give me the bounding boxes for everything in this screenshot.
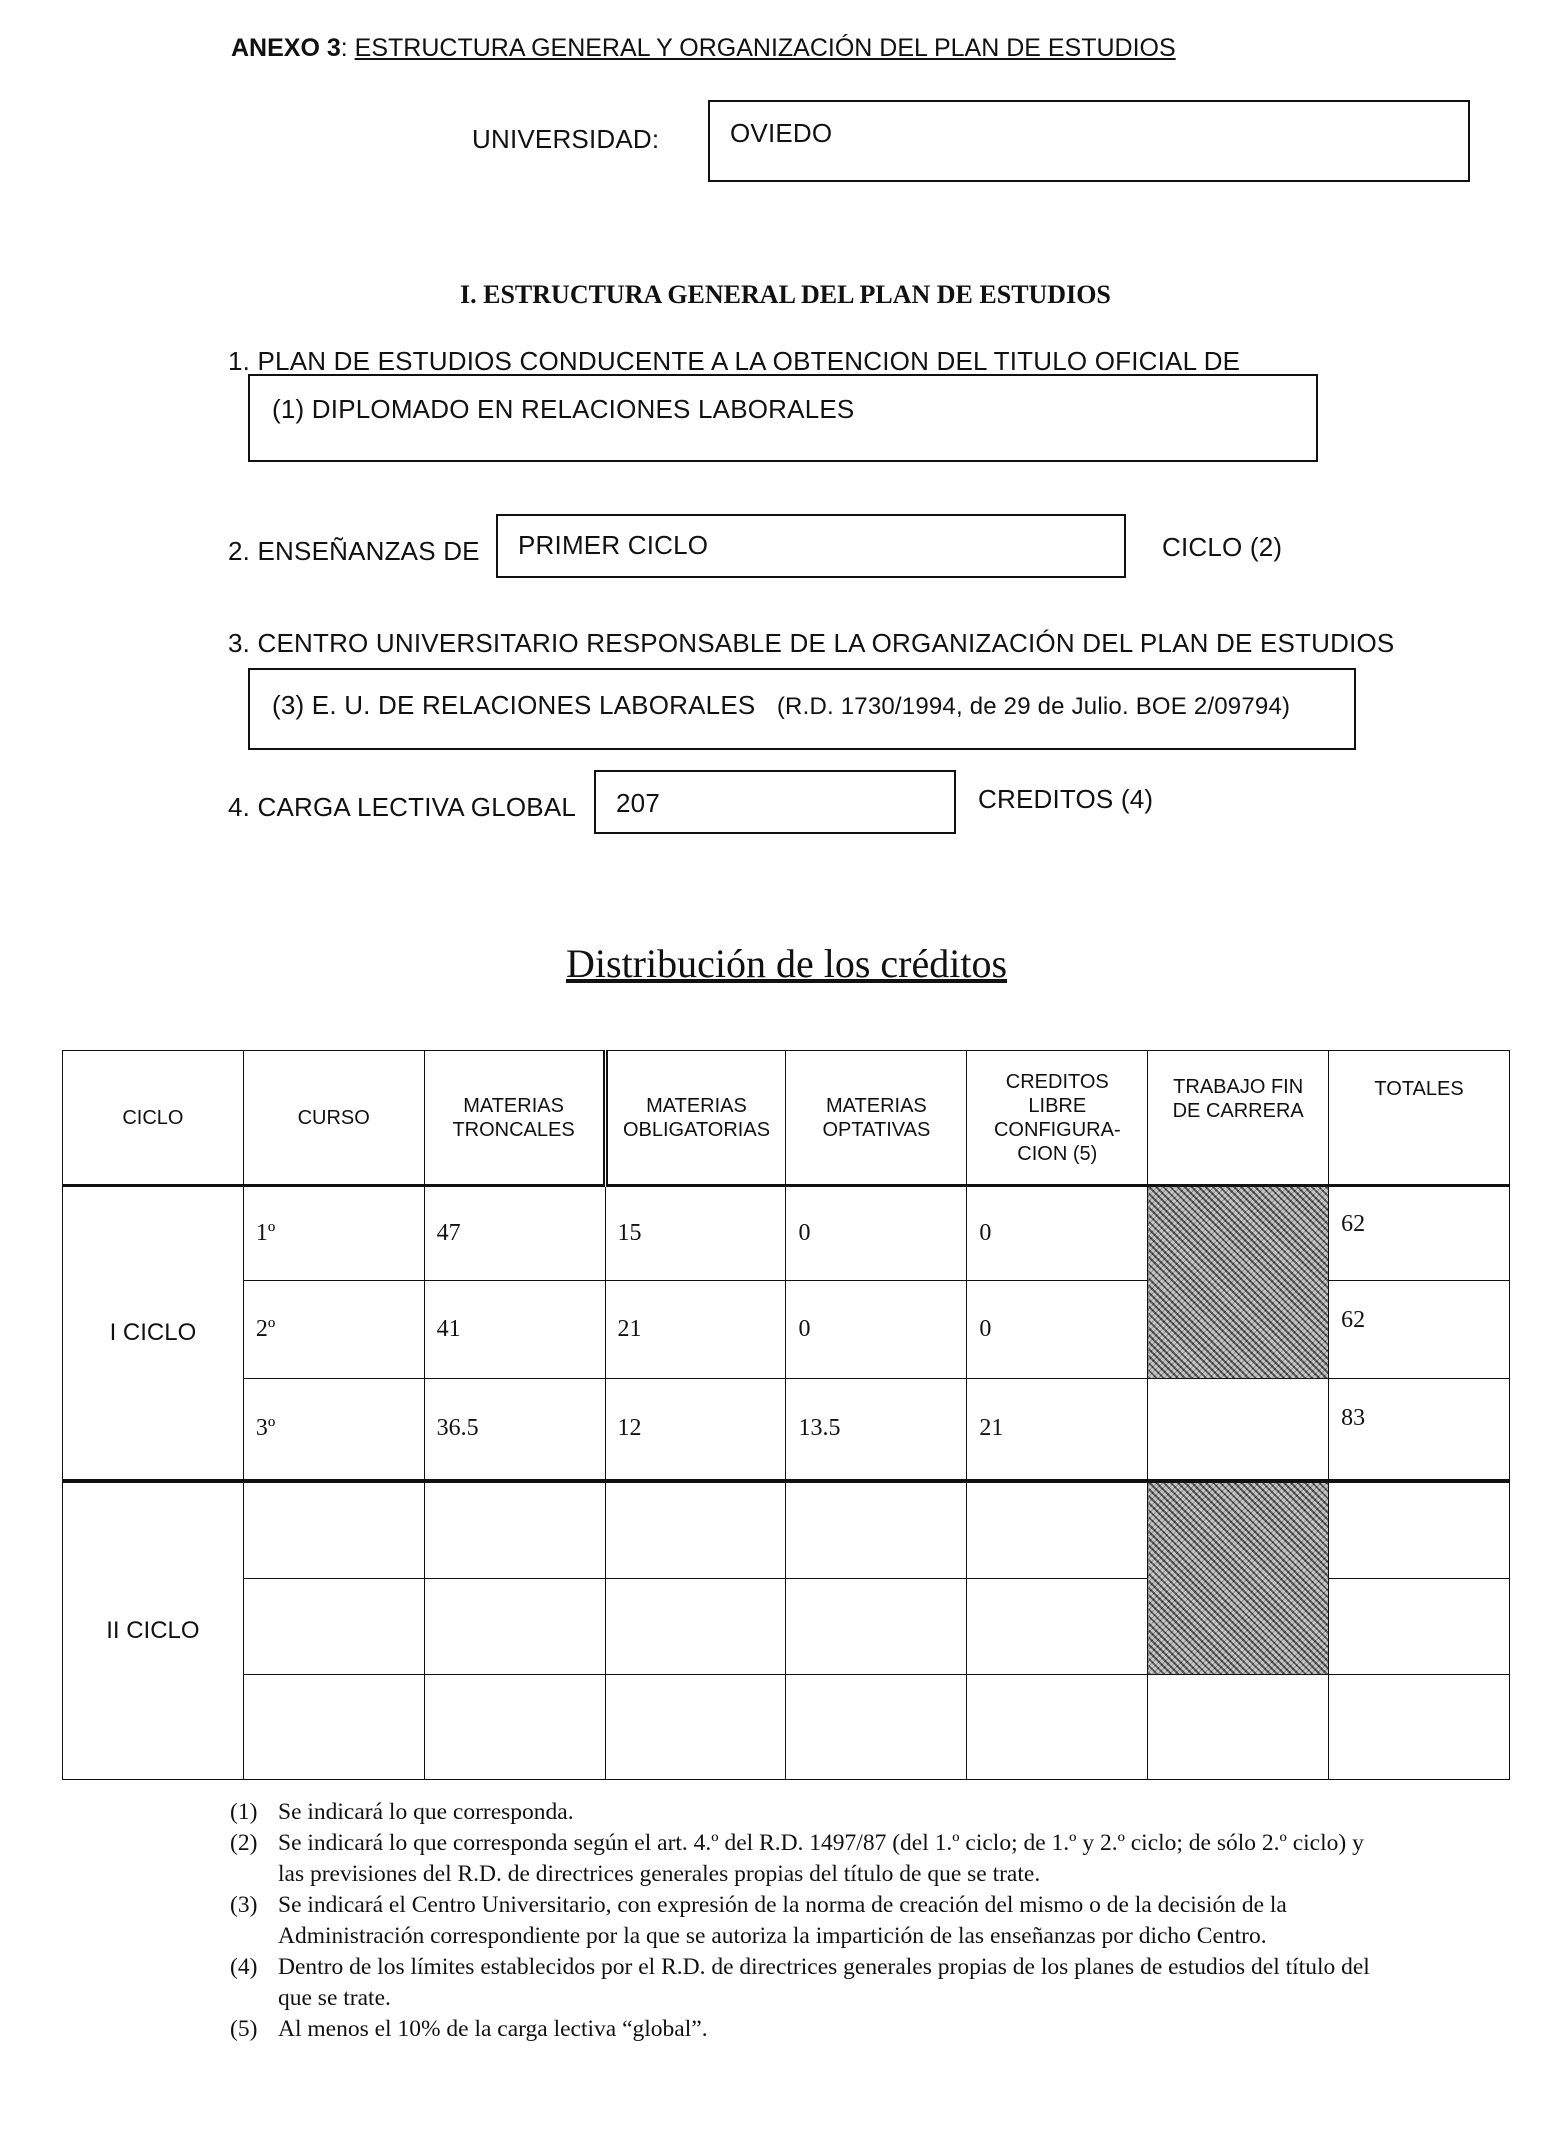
header-curso: CURSO	[243, 1051, 424, 1186]
obligatorias-cell	[605, 1675, 786, 1780]
totales-cell: 62	[1329, 1281, 1510, 1379]
header-optativas-line1: MATERIAS	[826, 1094, 927, 1117]
troncales-cell	[424, 1675, 605, 1780]
obligatorias-cell: 12	[605, 1379, 786, 1481]
carga-label: 4. CARGA LECTIVA GLOBAL	[228, 792, 577, 822]
section-title: I. ESTRUCTURA GENERAL DEL PLAN DE ESTUDIOS	[460, 280, 1111, 309]
trabajo-fin-shaded-cell	[1148, 1186, 1329, 1379]
curso-cell	[243, 1579, 424, 1675]
annex-title: ESTRUCTURA GENERAL Y ORGANIZACIÓN DEL PLAN DE ESTUDIOS	[354, 34, 1176, 62]
trabajo-fin-shaded-cell	[1148, 1481, 1329, 1675]
header-libre-configuracion	[967, 1051, 1148, 1186]
distribution-title: Distribución de los créditos	[566, 941, 1008, 986]
totales-cell	[1329, 1579, 1510, 1675]
footnote-number: (3)	[230, 1892, 258, 1918]
troncales-cell: 41	[424, 1281, 605, 1379]
ciclo-2-label: II CICLO	[63, 1481, 244, 1780]
header-troncales	[424, 1051, 605, 1186]
annex-label: ANEXO 3	[231, 34, 341, 62]
annex-header: ANEXO 3: ESTRUCTURA GENERAL Y ORGANIZACIÓN DEL PLAN DE ESTUDIOS	[231, 34, 1176, 62]
footnote-number: (4)	[230, 1954, 258, 1980]
carga-suffix: CREDITOS (4)	[978, 784, 1154, 814]
header-obligatorias	[605, 1051, 786, 1186]
troncales-cell	[424, 1579, 605, 1675]
obligatorias-cell: 21	[605, 1281, 786, 1379]
obligatorias-cell	[605, 1481, 786, 1579]
carga-field	[594, 770, 956, 834]
trabajo-fin-cell	[1148, 1379, 1329, 1481]
header-obligatorias-line2: OBLIGATORIAS	[622, 1118, 771, 1141]
optativas-cell: 0	[786, 1281, 967, 1379]
curso-cell	[243, 1675, 424, 1780]
plan-value: (1) DIPLOMADO EN RELACIONES LABORALES	[272, 394, 855, 424]
footnote-number: (5)	[230, 2016, 258, 2042]
ensenanzas-field	[496, 514, 1126, 578]
header-libre-line2: LIBRE	[1028, 1094, 1087, 1117]
header-trabajo-line1: TRABAJO FIN	[1173, 1076, 1304, 1098]
obligatorias-cell: 15	[605, 1186, 786, 1281]
footnote-text: Dentro de los límites establecidos por el R.D. de directrices generales propias de los planes de estudios del título del que se trate.	[278, 1954, 1370, 2011]
footnote-3	[230, 1890, 1370, 1952]
footnote-4	[230, 1952, 1370, 2014]
troncales-cell: 47	[424, 1186, 605, 1281]
carga-value: 207	[616, 788, 660, 818]
header-ciclo: CICLO	[63, 1051, 244, 1186]
optativas-cell: 13.5	[786, 1379, 967, 1481]
optativas-cell: 0	[786, 1186, 967, 1281]
centro-norm: (R.D. 1730/1994, de 29 de Julio. BOE 2/09794)	[776, 693, 1291, 720]
curso-cell: 3º	[243, 1379, 424, 1481]
footnote-text: Al menos el 10% de la carga lectiva “global”.	[278, 2016, 708, 2042]
table-header-row	[63, 1051, 1510, 1186]
header-optativas	[786, 1051, 967, 1186]
optativas-cell	[786, 1481, 967, 1579]
troncales-cell	[424, 1481, 605, 1579]
libre-cell: 0	[967, 1186, 1148, 1281]
footnote-2	[230, 1828, 1370, 1890]
centro-value: (3) E. U. DE RELACIONES LABORALES	[272, 690, 756, 720]
header-trabajo-fin-carrera	[1148, 1051, 1329, 1186]
trabajo-fin-cell	[1148, 1675, 1329, 1780]
header-libre-line4: CION (5)	[1017, 1142, 1098, 1165]
header-obligatorias-line1: MATERIAS	[646, 1094, 747, 1117]
plan-field	[248, 374, 1318, 462]
curso-cell	[243, 1481, 424, 1579]
libre-cell	[967, 1675, 1148, 1780]
obligatorias-cell	[605, 1579, 786, 1675]
optativas-cell	[786, 1675, 967, 1780]
table-row	[63, 1379, 1510, 1481]
credits-table	[62, 1050, 1510, 1780]
university-field	[708, 100, 1470, 182]
footnote-number: (2)	[230, 1830, 258, 1856]
ensenanzas-label: 2. ENSEÑANZAS DE	[228, 536, 480, 566]
table-row	[63, 1675, 1510, 1780]
header-optativas-line2: OPTATIVAS	[822, 1118, 931, 1141]
footnote-5	[230, 2014, 1370, 2045]
libre-cell: 0	[967, 1281, 1148, 1379]
table-row	[63, 1186, 1510, 1281]
table-row	[63, 1481, 1510, 1579]
totales-cell	[1329, 1675, 1510, 1780]
libre-cell: 21	[967, 1379, 1148, 1481]
footnotes	[230, 1797, 1370, 2045]
libre-cell	[967, 1579, 1148, 1675]
header-libre-line3: CONFIGURA-	[993, 1118, 1121, 1141]
header-libre-line1: CREDITOS	[1005, 1070, 1109, 1093]
curso-cell: 1º	[243, 1186, 424, 1281]
header-troncales-line1: MATERIAS	[463, 1094, 564, 1117]
footnote-text: Se indicará el Centro Universitario, con expresión de la norma de creación del mismo o de la decisión de la Administración correspondiente por la que se autoriza la impartición de las enseñanzas por dicho Centro.	[278, 1892, 1287, 1949]
centro-value-line	[272, 690, 1290, 721]
ensenanzas-suffix: CICLO (2)	[1162, 532, 1283, 562]
totales-cell	[1329, 1481, 1510, 1579]
totales-cell: 62	[1329, 1186, 1510, 1281]
university-label: UNIVERSIDAD:	[472, 124, 660, 154]
ensenanzas-value: PRIMER CICLO	[518, 530, 709, 560]
totales-cell: 83	[1329, 1379, 1510, 1481]
troncales-cell: 36.5	[424, 1379, 605, 1481]
centro-label: 3. CENTRO UNIVERSITARIO RESPONSABLE DE LA ORGANIZACIÓN DEL PLAN DE ESTUDIOS	[228, 628, 1395, 658]
header-totales: TOTALES	[1329, 1051, 1510, 1186]
libre-cell	[967, 1481, 1148, 1579]
header-troncales-line2: TRONCALES	[452, 1118, 575, 1141]
university-value: OVIEDO	[730, 118, 833, 148]
footnote-1	[230, 1797, 1370, 1828]
ciclo-1-label: I CICLO	[63, 1186, 244, 1481]
curso-cell: 2º	[243, 1281, 424, 1379]
plan-label: 1. PLAN DE ESTUDIOS CONDUCENTE A LA OBTENCION DEL TITULO OFICIAL DE	[228, 346, 1241, 376]
footnote-number: (1)	[230, 1799, 258, 1825]
footnote-text: Se indicará lo que corresponda.	[278, 1799, 574, 1825]
header-trabajo-line2: DE CARRERA	[1172, 1100, 1304, 1122]
centro-field	[248, 668, 1356, 750]
optativas-cell	[786, 1579, 967, 1675]
footnote-text: Se indicará lo que corresponda según el art. 4.º del R.D. 1497/87 (del 1.º ciclo; de 1.º y 2.º ciclo; de sólo 2.º ciclo) y las previsiones del R.D. de directrices generales propias del título de que se trate.	[278, 1830, 1364, 1887]
